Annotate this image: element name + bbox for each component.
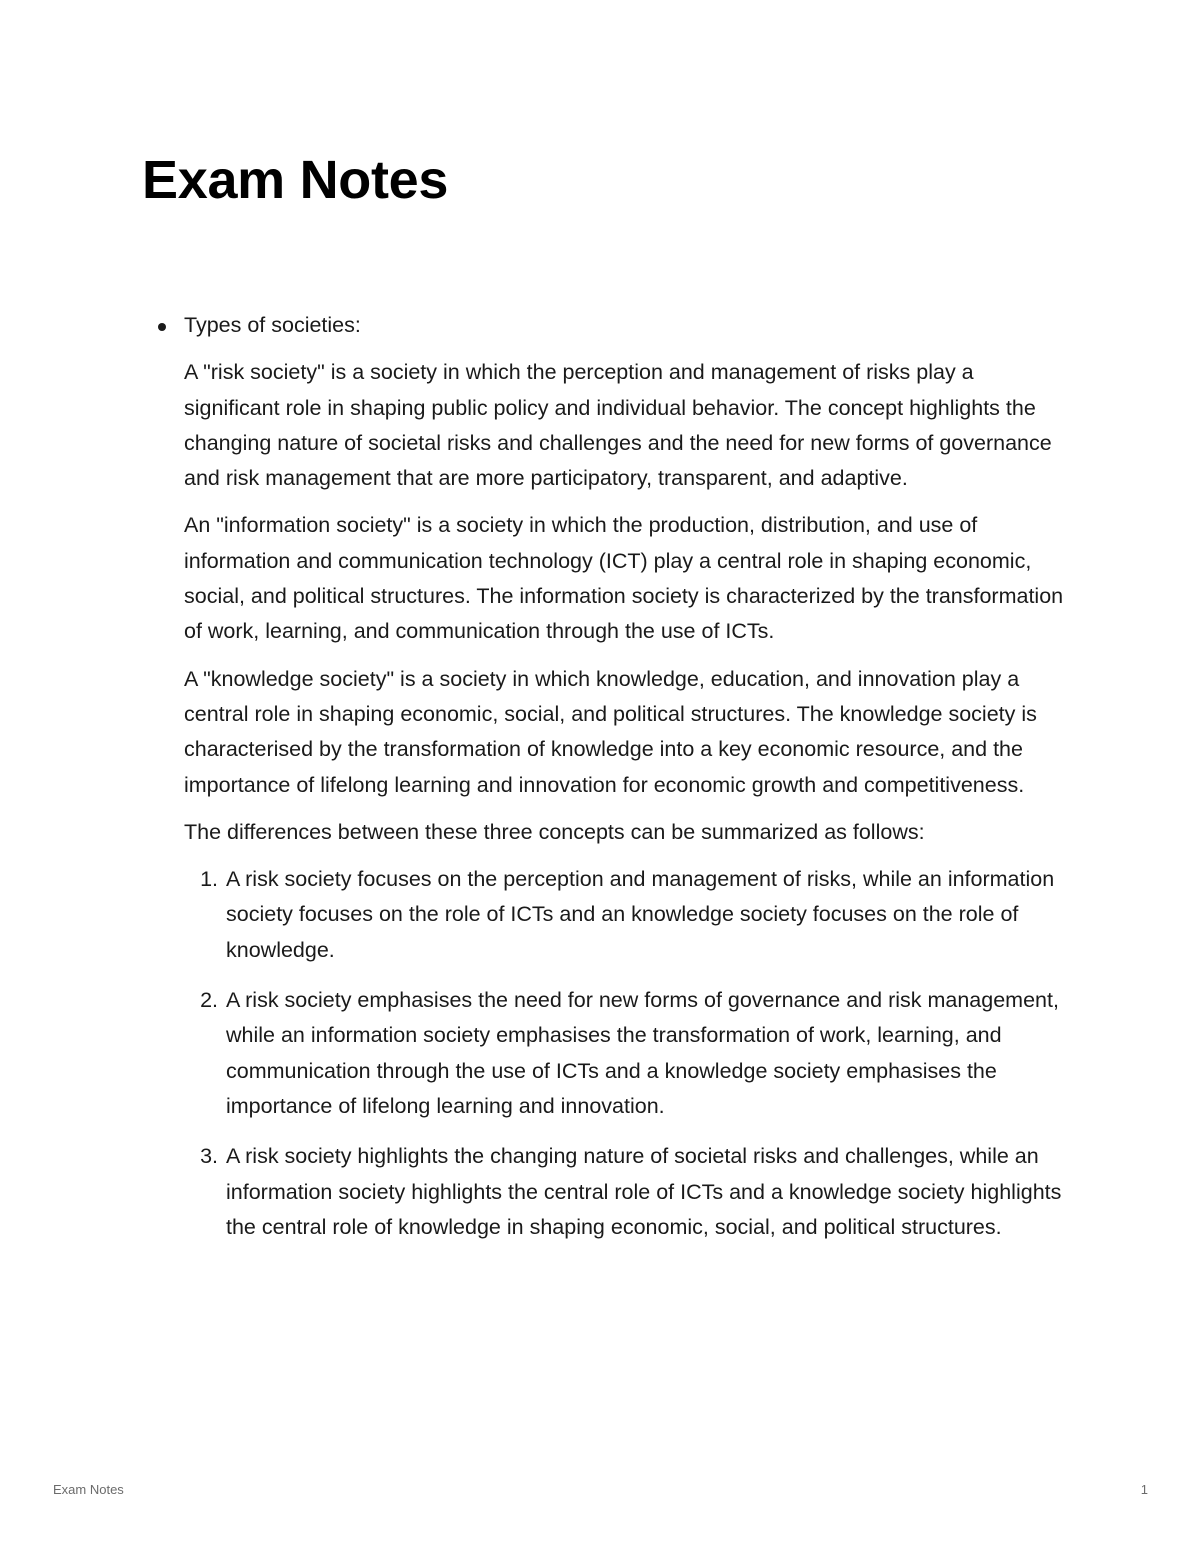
bullet-list: [155, 308, 1065, 1245]
bullet-dot-icon: [158, 323, 166, 331]
list-item-text: A risk society highlights the changing nature of societal risks and challenges, while an information society highlights the central role of ICTs and a knowledge society highlights the central role of knowledge in shaping economic, social, and political structures.: [226, 1144, 1062, 1239]
footer-document-title: Exam Notes: [53, 1482, 124, 1497]
document-body: [155, 308, 1065, 1260]
list-item-text: A risk society emphasises the need for new forms of governance and risk management, while an information society emphasises the transformation of work, learning, and communication through the use of ICTs and a knowledge society emphasises the importance of lifelong learning and innovation.: [226, 988, 1059, 1118]
numbered-item-3: [184, 1139, 1065, 1245]
paragraph-differences-intro: The differences between these three concepts can be summarized as follows:: [184, 819, 925, 844]
numbered-item-1: [184, 862, 1065, 968]
list-number: 2.: [200, 988, 218, 1013]
list-item-text: A risk society focuses on the perception and management of risks, while an information society focuses on the role of ICTs and an knowledge society focuses on the role of knowledge.: [226, 867, 1055, 962]
paragraph-information-society: An "information society" is a society in which the production, distribution, and use of information and communication technology (ICT) play a central role in shaping economic, social, and political structures. The information society is characterized by the transformation of work, learning, and communication through the use of ICTs.: [184, 513, 1064, 644]
numbered-item-2: [184, 983, 1065, 1124]
bullet-heading: Types of societies:: [184, 313, 361, 337]
numbered-list: [184, 862, 1065, 1245]
paragraph-knowledge-society: A "knowledge society" is a society in which knowledge, education, and innovation play a central role in shaping economic, social, and political structures. The knowledge society is characterised by the transformation of knowledge into a key economic resource, and the importance of lifelong learning and innovation for economic growth and competitiveness.: [184, 666, 1037, 797]
list-number: 1.: [200, 867, 218, 892]
page-title: Exam Notes: [142, 150, 449, 210]
footer-page-number: 1: [1140, 1482, 1148, 1497]
bullet-item-types-of-societies: [155, 308, 1065, 1245]
paragraph-risk-society: A "risk society" is a society in which the perception and management of risks play a significant role in shaping public policy and individual behavior. The concept highlights the changing nature of societal risks and challenges and the need for new forms of governance and risk management that are more participatory, transparent, and adaptive.: [184, 360, 1052, 491]
list-number: 3.: [200, 1144, 218, 1169]
